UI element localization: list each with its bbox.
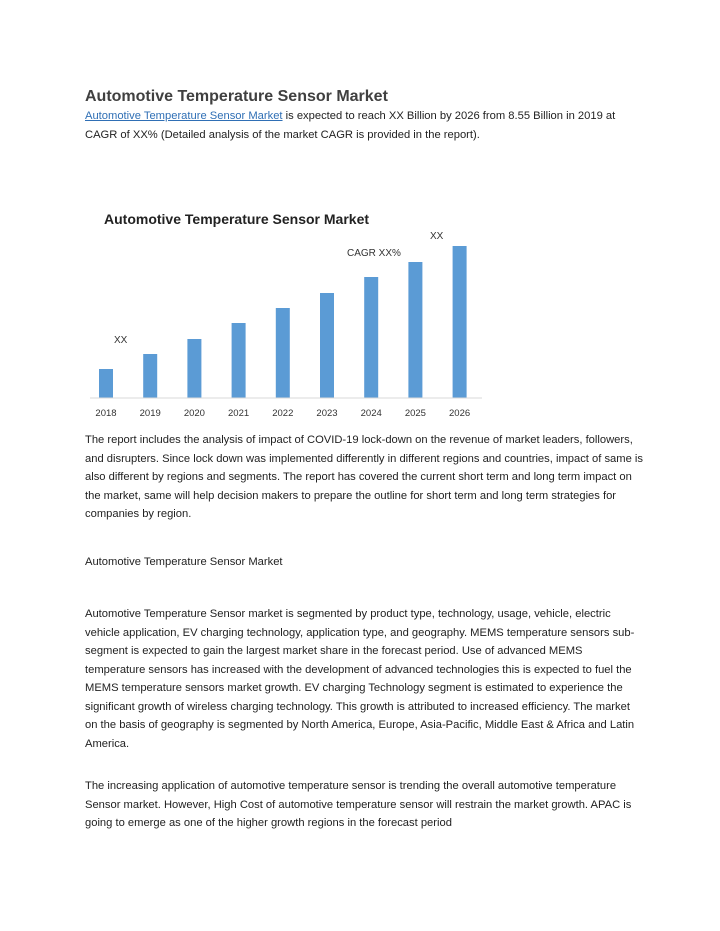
segmentation-paragraph: Automotive Temperature Sensor market is segmented by product type, technology, usage, vehicle, electric vehicle application, EV charging technology, application type, and geography. MEMS temperature sensors sub-segment is expected to gain the largest market share in the forecast period. Use of advanced MEMS temperature sensors has increased with the development of advanced technologies this is expected to fuel the MEMS temperature sensors market growth. EV charging Technology segment is estimated to experience the significant growth of wireless charging technology. This growth is attributed to increased efficiency. The market on the basis of geography is segmented by North America, Europe, Asia-Pacific, Middle East & Africa and Latin America. [85, 608, 635, 750]
bar-2025 [408, 262, 422, 398]
x-tick-label-2021: 2021 [228, 408, 250, 419]
annotation-last-bar: XX [430, 231, 444, 242]
annotation-cagr: CAGR XX% [347, 248, 401, 259]
bar-2024 [364, 277, 378, 398]
x-tick-label-2022: 2022 [272, 408, 294, 419]
x-tick-label-2025: 2025 [404, 408, 426, 419]
annotation-first-bar: XX [114, 335, 128, 346]
market-link[interactable]: Automotive Temperature Sensor Market [85, 110, 283, 122]
bar-2019 [143, 354, 157, 398]
bar-2023 [320, 293, 334, 398]
trends-paragraph: The increasing application of automotive temperature sensor is trending the overall automotive temperature Sensor market. However, High Cost of automotive temperature sensor will restrain the market growth. APAC is going to emerge as one of the higher growth regions in the forecast period [85, 780, 632, 829]
chart-bars [99, 246, 467, 398]
x-tick-label-2024: 2024 [360, 408, 382, 419]
x-tick-label-2026: 2026 [449, 408, 471, 419]
section-subheading: Automotive Temperature Sensor Market [85, 556, 283, 568]
intro-paragraph [85, 107, 645, 144]
x-tick-label-2019: 2019 [139, 408, 161, 419]
bar-2021 [232, 323, 246, 398]
page-title: Automotive Temperature Sensor Market [85, 88, 388, 105]
x-axis-tick-labels [95, 408, 470, 419]
x-tick-label-2020: 2020 [183, 408, 205, 419]
bar-2026 [453, 246, 467, 398]
bar-2018 [99, 369, 113, 398]
bar-2022 [276, 308, 290, 398]
x-tick-label-2023: 2023 [316, 408, 338, 419]
covid-paragraph: The report includes the analysis of impact of COVID-19 lock-down on the revenue of market leaders, followers, and disrupters. Since lock down was implemented differently in different regions and countries, impact of same is also different by regions and segments. The report has covered the current short term and long term impact on the market, same will help decision makers to prepare the outline for short term and long term strategies for companies by region. [85, 434, 644, 520]
intro-text: is expected to reach XX Billion by 2026 from 8.55 Billion in 2019 at CAGR of XX% (Detailed analysis of the market CAGR is provided in the report). [85, 110, 616, 141]
market-bar-chart [85, 200, 485, 425]
chart-title: Automotive Temperature Sensor Market [104, 211, 370, 227]
x-tick-label-2018: 2018 [95, 408, 117, 419]
bar-2020 [187, 339, 201, 398]
